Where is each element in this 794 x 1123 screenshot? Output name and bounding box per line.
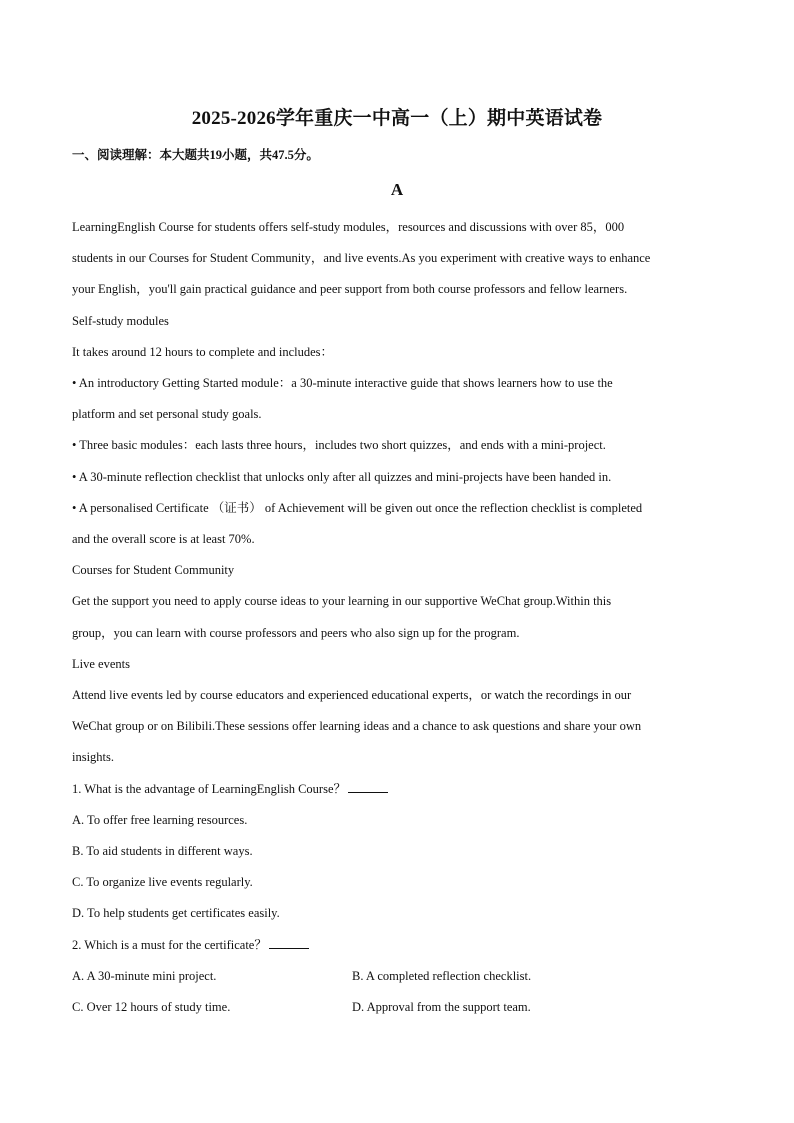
q1-option-d[interactable]: D. To help students get certificates easily. xyxy=(72,906,280,920)
question-2-stem: 2. Which is a must for the certificate？ xyxy=(72,938,267,952)
bullet-line: • A personalised Certificate （证书） of Achievement will be given out once the reflection checklist is completed xyxy=(72,501,643,515)
q1-option-b[interactable]: B. To aid students in different ways. xyxy=(72,844,253,858)
passage-label: A xyxy=(390,180,404,199)
question-1-stem: 1. What is the advantage of LearningEnglish Course？ xyxy=(72,782,347,796)
passage-line: It takes around 12 hours to complete and includes： xyxy=(72,345,334,359)
q2-option-c[interactable]: C. Over 12 hours of study time. xyxy=(72,1000,231,1014)
answer-blank[interactable] xyxy=(348,780,388,793)
subheading-self-study: Self-study modules xyxy=(72,314,169,328)
passage-line: group，you can learn with course professors and peers who also sign up for the program. xyxy=(72,626,520,640)
question-2 xyxy=(72,936,309,954)
q1-option-c[interactable]: C. To organize live events regularly. xyxy=(72,875,253,889)
subheading-live-events: Live events xyxy=(72,657,130,671)
q2-option-d[interactable]: D. Approval from the support team. xyxy=(352,1000,531,1014)
passage-line: and the overall score is at least 70%. xyxy=(72,532,255,546)
passage-line: platform and set personal study goals. xyxy=(72,407,262,421)
passage-line: students in our Courses for Student Community，and live events.As you experiment with creative ways to enhance xyxy=(72,251,651,265)
passage-line: insights. xyxy=(72,750,115,764)
passage-line: WeChat group or on Bilibili.These sessions offer learning ideas and a chance to ask questions and share your own xyxy=(72,719,642,733)
bullet-line: • An introductory Getting Started module：a 30-minute interactive guide that shows learners how to use the xyxy=(72,376,613,390)
question-1 xyxy=(72,780,388,798)
subheading-community: Courses for Student Community xyxy=(72,563,235,577)
exam-title: 2025-2026学年重庆一中高一（上）期中英语试卷 xyxy=(191,108,603,129)
q2-option-b[interactable]: B. A completed reflection checklist. xyxy=(352,969,532,983)
passage-line: LearningEnglish Course for students offers self-study modules，resources and discussions with over 85，000 xyxy=(72,220,625,234)
passage-line: Get the support you need to apply course ideas to your learning in our supportive WeChat group.Within this xyxy=(72,594,612,608)
bullet-line: • Three basic modules：each lasts three hours，includes two short quizzes，and ends with a mini-project. xyxy=(72,438,606,452)
q2-option-a[interactable]: A. A 30-minute mini project. xyxy=(72,969,217,983)
passage-line: Attend live events led by course educators and experienced educational experts，or watch the recordings in our xyxy=(72,688,632,702)
bullet-line: • A 30-minute reflection checklist that unlocks only after all quizzes and mini-projects have been handed in. xyxy=(72,470,612,484)
passage-line: your English，you'll gain practical guidance and peer support from both course professors and fellow learners. xyxy=(72,282,628,296)
q1-option-a[interactable]: A. To offer free learning resources. xyxy=(72,813,248,827)
section-heading: 一、阅读理解：本大题共19小题，共47.5分。 xyxy=(72,148,319,162)
answer-blank[interactable] xyxy=(269,936,309,949)
